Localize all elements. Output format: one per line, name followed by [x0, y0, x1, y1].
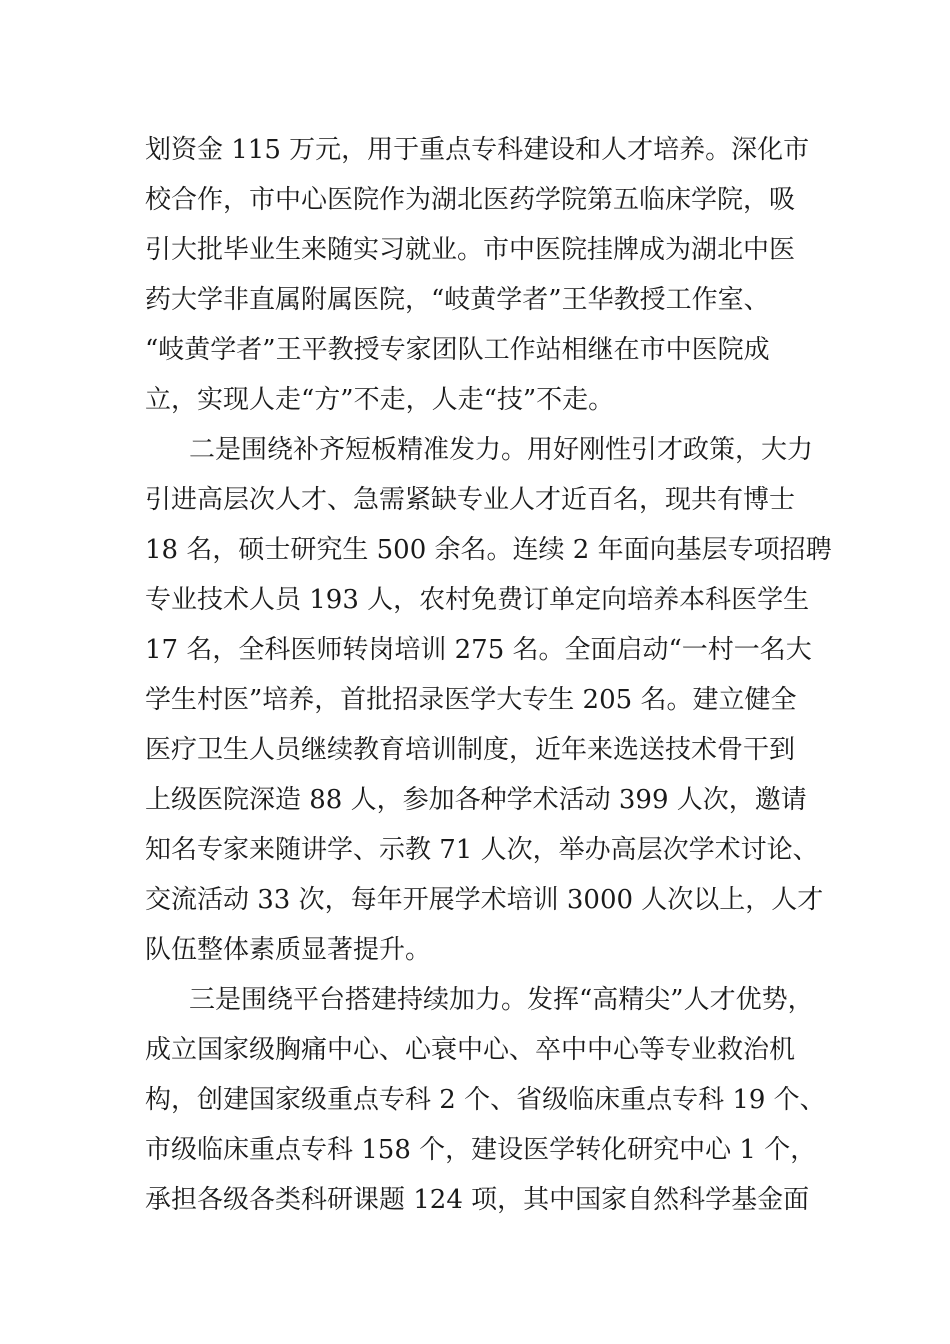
text-line: 引进高层次人才、急需紧缺专业人才近百名，现共有博士 — [145, 485, 796, 515]
text-line: 18 名，硕士研究生 500 余名。连续 2 年面向基层专项招聘 — [145, 535, 832, 565]
text-line: 上级医院深造 88 人，参加各种学术活动 399 人次，邀请 — [145, 785, 807, 815]
paragraph-start-line: 三是围绕平台搭建持续加力。发挥“高精尖”人才优势， — [189, 985, 814, 1015]
text-line: 药大学非直属附属医院，“岐黄学者”王华教授工作室、 — [145, 285, 770, 315]
text-line: 专业技术人员 193 人，农村免费订单定向培养本科医学生 — [145, 585, 810, 615]
text-line: 划资金 115 万元，用于重点专科建设和人才培养。深化市 — [145, 135, 810, 165]
text-line: 校合作，市中心医院作为湖北医药学院第五临床学院，吸 — [145, 185, 796, 215]
text-line: 立，实现人走“方”不走，人走“技”不走。 — [145, 385, 615, 415]
text-line: 构，创建国家级重点专科 2 个、省级临床重点专科 19 个、 — [145, 1085, 826, 1115]
text-line: 知名专家来随讲学、示教 71 人次，举办高层次学术讨论、 — [145, 835, 819, 865]
text-line: 交流活动 33 次，每年开展学术培训 3000 人次以上，人才 — [145, 885, 824, 915]
text-line: 市级临床重点专科 158 个，建设医学转化研究中心 1 个， — [145, 1135, 817, 1165]
text-line: 医疗卫生人员继续教育培训制度，近年来选送技术骨干到 — [145, 735, 796, 765]
text-line: “岐黄学者”王平教授专家团队工作站相继在市中医院成 — [145, 335, 770, 365]
text-line: 队伍整体素质显著提升。 — [145, 935, 432, 965]
text-line: 17 名，全科医师转岗培训 275 名。全面启动“一村一名大 — [145, 635, 812, 665]
text-line: 引大批毕业生来随实习就业。市中医院挂牌成为湖北中医 — [145, 235, 796, 265]
text-line: 成立国家级胸痛中心、心衰中心、卒中中心等专业救治机 — [145, 1035, 796, 1065]
body-text — [145, 125, 835, 1225]
text-line: 承担各级各类科研课题 124 项，其中国家自然科学基金面 — [145, 1185, 810, 1215]
text-line: 学生村医”培养，首批招录医学大专生 205 名。建立健全 — [145, 685, 797, 715]
paragraph-start-line: 二是围绕补齐短板精准发力。用好刚性引才政策，大力 — [189, 435, 814, 465]
